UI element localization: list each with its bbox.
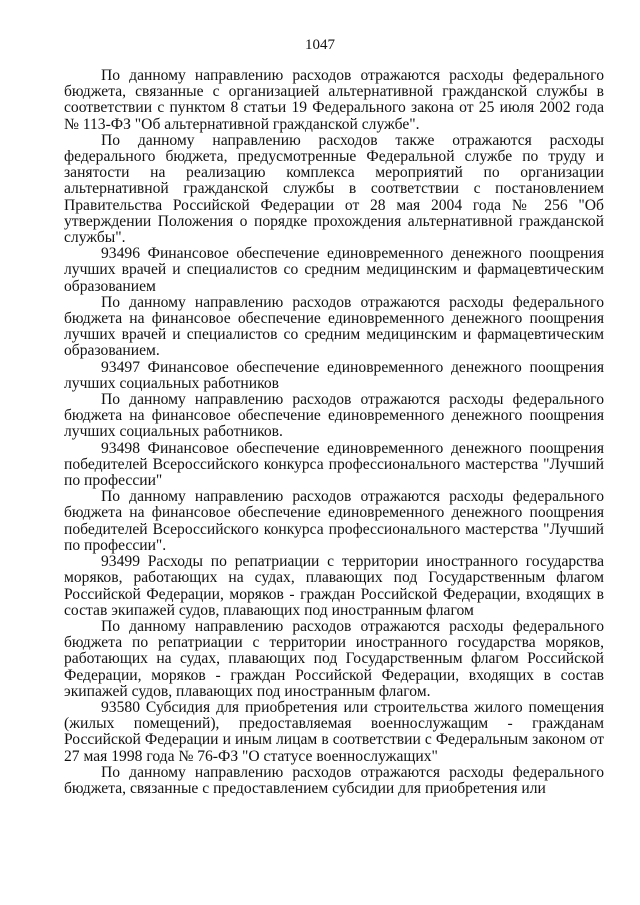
paragraph-93496-description: По данному направлению расходов отражаются расходы федерального бюджета на финансовое обеспечение единовременного денежного поощрения лучших врачей и специалистов со средним медицинским и фармацевтическим образованием. [64,293,604,360]
heading-93499: 93499 Расходы по репатриации с территории иностранного государства моряков, работающих на судах, плавающих под Государственным флагом Российской Федерации, моряков - граждан Российской Федерации, входящих в состав экипажей судов, плавающих под иностранным флагом [64,553,604,619]
paragraph-93580-description: По данному направлению расходов отражаются расходы федерального бюджета, связанные с предоставлением субсидии для приобретения или [64,763,604,797]
heading-93580: 93580 Субсидия для приобретения или строительства жилого помещения (жилых помещений), предоставляемая военнослужащим - гражданам Российской Федерации и иным лицам в соответствии с Федеральным законом от 27 мая 1998 года № 76-ФЗ "О статусе военнослужащих" [64,698,604,765]
heading-93496: 93496 Финансовое обеспечение единовременного денежного поощрения лучших врачей и специалистов со средним медицинским и фармацевтическим образованием [64,245,604,295]
document-body [64,68,604,797]
paragraph-alt-service-expenses: По данному направлению расходов отражаются расходы федерального бюджета, связанные с организацией альтернативной гражданской службы в соответствии с пунктом 8 статьи 19 Федерального закона от 25 июля 2002 года № 113-ФЗ "Об альтернативной гражданской службе". [64,67,604,133]
heading-93498: 93498 Финансовое обеспечение единовременного денежного поощрения победителей Всероссийского конкурса профессионального мастерства "Лучший по профессии" [64,439,604,490]
page-number: 1047 [305,37,335,53]
paragraph-93497-description: По данному направлению расходов отражаются расходы федерального бюджета на финансовое обеспечение единовременного денежного поощрения лучших социальных работников. [64,391,604,441]
heading-93497: 93497 Финансовое обеспечение единовременного денежного поощрения лучших социальных работников [64,358,604,392]
paragraph-93499-description: По данному направлению расходов отражаются расходы федерального бюджета по репатриации с территории иностранного государства моряков, работающих на судах, плавающих под Государственным флагом Российской Федерации, моряков - граждан Российской Федерации, входящих в состав экипажей судов, плавающих под иностранным флагом. [64,617,604,700]
paragraph-93498-description: По данному направлению расходов отражаются расходы федерального бюджета на финансовое обеспечение единовременного денежного поощрения победителей Всероссийского конкурса профессионального мастерства "Лучший по профессии". [64,488,604,554]
paragraph-alt-service-labor-agency: По данному направлению расходов также отражаются расходы федерального бюджета, предусмотренные Федеральной службе по труду и занятости на реализацию комплекса мероприятий по организации альтернативной гражданской службы в соответствии с постановлением Правительства Российской Федерации от 28 мая 2004 года № 256 "Об утверждении Положения о порядке прохождения альтернативной гражданской службы". [64,131,604,247]
